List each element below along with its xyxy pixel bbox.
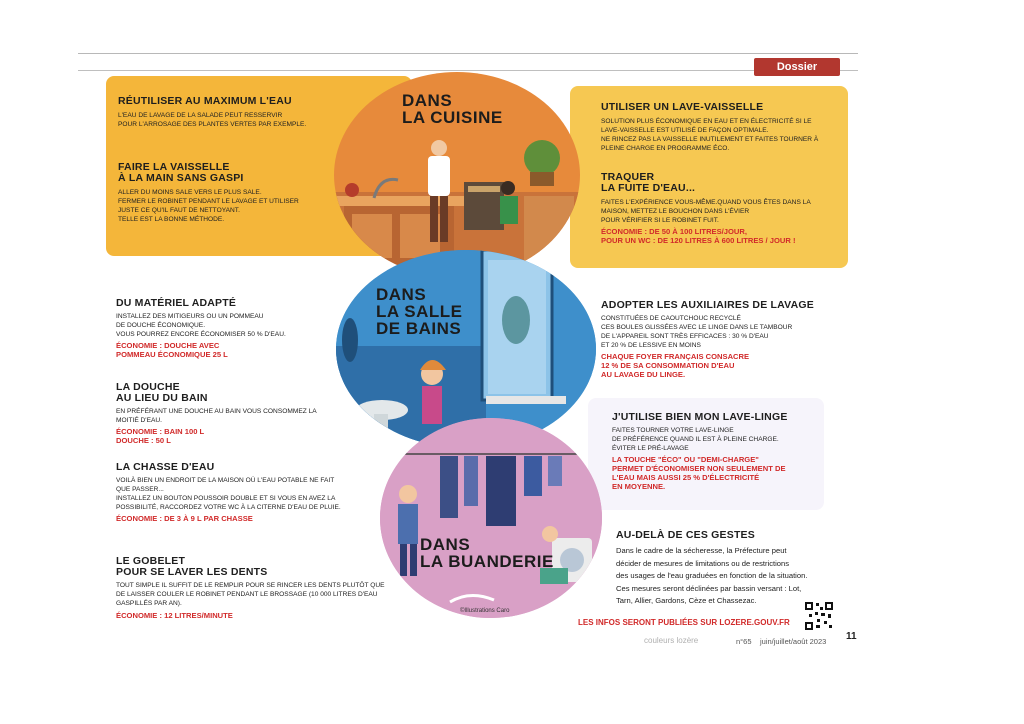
washer-fact: PERMET D'ÉCONOMISER NON SEULEMENT DE [612,464,786,473]
auxiliaries-fact: CHAQUE FOYER FRANÇAIS CONSACRE [601,352,750,361]
flush-block [116,462,374,523]
beyond-line: Ces mesures seront déclinées par bassin versant : Lot, [616,583,802,593]
auxiliaries-block [601,300,831,379]
issue-date: juin/juillet/août 2023 [760,637,827,646]
bathroom-circle-title-line: DANS [376,285,427,304]
bathroom-circle-title-line: DE BAINS [376,319,462,338]
equipment-line: DE DOUCHE ÉCONOMIQUE. [116,322,206,329]
reuse-line: POUR L'ARROSAGE DES PLANTES VERTES PAR EXEMPLE. [118,121,307,128]
equipment-block [116,298,336,359]
laundry-illustration [380,418,602,618]
header-rule [78,53,858,54]
illustration-credit: ©Illustrations Caro [460,608,510,614]
laundry-circle-title [420,536,554,570]
auxiliaries-line: DE L'APPAREIL SONT TRÈS EFFICACES : 30 % D'EAU [601,333,769,340]
equipment-saving: POMMEAU ÉCONOMIQUE 25 L [116,350,228,359]
leak-line: POUR VÉRIFIER SI LE ROBINET FUIT. [601,217,719,224]
bathroom-illustration [336,250,596,448]
glass-title: LE GOBELET [116,555,186,567]
bathroom-scene [336,250,596,448]
reuse-line: L'EAU DE LAVAGE DE LA SALADE PEUT RESSERVIR [118,112,283,119]
bathroom-circle-title [376,286,462,337]
header-rule-secondary [78,70,858,71]
dishwasher-line: LAVE-VAISSELLE EST UTILISÉ DE FAÇON OPTIMALE. [601,127,769,134]
dishes-hand-line: JUSTE CE QU'IL FAUT DE NETTOYANT. [118,207,240,214]
laundry-circle-title-line: LA BUANDERIE [420,552,554,571]
leak-title: LA FUITE D'EAU... [601,182,696,194]
shower-saving: DOUCHE : 50 L [116,436,171,445]
dishwasher-title: UTILISER UN LAVE-VAISSELLE [601,101,764,113]
auxiliaries-line: ET 20 % DE LESSIVE EN MOINS [601,342,701,349]
dishes-hand-line: ALLER DU MOINS SALE VERS LE PLUS SALE. [118,189,262,196]
kitchen-circle-title-line: DANS [402,91,453,110]
washer-line: ÉVITER LE PRÉ-LAVAGE [612,445,689,452]
flush-saving: ÉCONOMIE : DE 3 À 9 L PAR CHASSE [116,514,253,523]
leak-title: TRAQUER [601,171,655,183]
glass-line: GASPILLÉS PAR AN). [116,600,182,607]
dishwasher-block [601,102,841,153]
equipment-line: VOUS POURREZ ENCORE ÉCONOMISER 50 % D'EAU. [116,331,286,338]
beyond-line: Dans le cadre de la sécheresse, la Préfecture peut [616,546,787,555]
dishes-hand-line: TELLE EST LA BONNE MÉTHODE. [118,216,225,223]
flush-line: POSSIBILITÉ, RACCORDEZ VOTRE WC À LA CITERNE D'EAU DE PLUIE. [116,504,341,511]
flush-line: VOILÀ BIEN UN ENDROIT DE LA MAISON OÙ L'EAU POTABLE NE FAIT [116,477,335,484]
issue-number: n°65 [736,637,752,646]
shower-block [116,382,356,445]
glass-block [116,556,406,620]
beyond-line: décider de mesures de limitations ou de restrictions [616,558,790,568]
glass-line: TOUT SIMPLE IL SUFFIT DE LE REMPLIR POUR SE RINCER LES DENTS PLUTÔT QUE [116,582,385,589]
magazine-name: couleurs lozère [644,636,699,645]
flush-line: INSTALLEZ UN BOUTON POUSSOIR DOUBLE ET SI VOUS EN AVEZ LA [116,495,336,502]
page-number: 11 [846,631,857,642]
washer-title: J'UTILISE BIEN MON LAVE-LINGE [612,411,788,423]
shower-line: MOITIÉ D'EAU. [116,417,162,424]
washer-fact: L'EAU MAIS AUSSI 25 % D'ÉLECTRICITÉ [612,473,760,482]
beyond-line: Tarn, Allier, Gardons, Cèze et Chassezac. [616,596,757,606]
leak-line: MAISON, METTEZ LE BOUCHON DANS L'ÉVIER [601,208,750,215]
dishwasher-line: NE RINCEZ PAS LA VAISSELLE INUTILEMENT ET FAITES TOURNER À [601,136,819,143]
equipment-title: DU MATÉRIEL ADAPTÉ [116,297,237,309]
beyond-title: AU-DELÀ DE CES GESTES [616,529,755,541]
prefecture-link[interactable]: LES INFOS SERONT PUBLIÉES SUR LOZERE.GOUV.FR [578,618,790,627]
washer-fact: EN MOYENNE. [612,482,666,491]
shower-title: LA DOUCHE [116,381,180,393]
leak-saving: POUR UN WC : DE 120 LITRES À 600 LITRES / JOUR ! [601,236,796,245]
glass-line: DE LAISSER COULER LE ROBINET PENDANT LE BROSSAGE (10 000 LITRES D'EAU [116,591,378,598]
washer-line: DE PRÉFÉRENCE QUAND IL EST À PLEINE CHARGE. [612,436,779,443]
dishes-hand-line: FERMER LE ROBINET PENDANT LE LAVAGE ET UTILISER [118,198,299,205]
glass-title: POUR SE LAVER LES DENTS [116,566,268,578]
flush-line: QUE PASSER... [116,486,164,493]
dishes-hand-title: FAIRE LA VAISSELLE [118,161,230,173]
auxiliaries-line: CONSTITUÉES DE CAOUTCHOUC RECYCLÉ [601,315,741,322]
auxiliaries-line: CES BOULES GLISSÉES AVEC LE LINGE DANS LE TAMBOUR [601,324,793,331]
glass-saving: ÉCONOMIE : 12 LITRES/MINUTE [116,611,233,620]
laundry-scene [380,418,602,618]
shower-line: EN PRÉFÉRANT UNE DOUCHE AU BAIN VOUS CONSOMMEZ LA [116,408,317,415]
kitchen-illustration [334,72,580,278]
shower-title: AU LIEU DU BAIN [116,392,208,404]
equipment-line: INSTALLEZ DES MITIGEURS OU UN POMMEAU [116,313,264,320]
washer-line: FAITES TOURNER VOTRE LAVE-LINGE [612,427,734,434]
leak-line: FAITES L'EXPÉRIENCE VOUS-MÊME.QUAND VOUS ÊTES DANS LA [601,199,811,206]
reuse-title: RÉUTILISER AU MAXIMUM L'EAU [118,95,292,107]
laundry-circle-title-line: DANS [420,535,471,554]
bathroom-circle-title-line: LA SALLE [376,302,463,321]
leak-saving: ÉCONOMIE : DE 50 À 100 LITRES/JOUR, [601,227,748,236]
section-tag: Dossier [754,58,840,76]
dishwasher-line: SOLUTION PLUS ÉCONOMIQUE EN EAU ET EN ÉLECTRICITÉ SI LE [601,118,812,125]
dishes-hand-title: À LA MAIN SANS GASPI [118,172,244,184]
auxiliaries-fact: AU LAVAGE DU LINGE. [601,370,686,379]
auxiliaries-fact: 12 % DE SA CONSOMMATION D'EAU [601,361,735,370]
beyond-block [616,530,846,608]
washer-block [612,412,822,491]
flush-title: LA CHASSE D'EAU [116,461,215,473]
beyond-line: des usages de l'eau graduées en fonction de la situation. [616,571,808,581]
kitchen-circle-title-line: LA CUISINE [402,108,503,127]
shower-saving: ÉCONOMIE : BAIN 100 L [116,427,205,436]
washer-fact: LA TOUCHE "ÉCO" OU "DEMI-CHARGE" [612,455,759,464]
equipment-saving: ÉCONOMIE : DOUCHE AVEC [116,341,220,350]
auxiliaries-title: ADOPTER LES AUXILIAIRES DE LAVAGE [601,299,814,311]
dishwasher-line: PLEINE CHARGE EN PROGRAMME ÉCO. [601,145,730,152]
leak-block [601,172,845,245]
kitchen-circle-title [402,92,503,126]
qr-code-icon[interactable] [804,601,834,631]
